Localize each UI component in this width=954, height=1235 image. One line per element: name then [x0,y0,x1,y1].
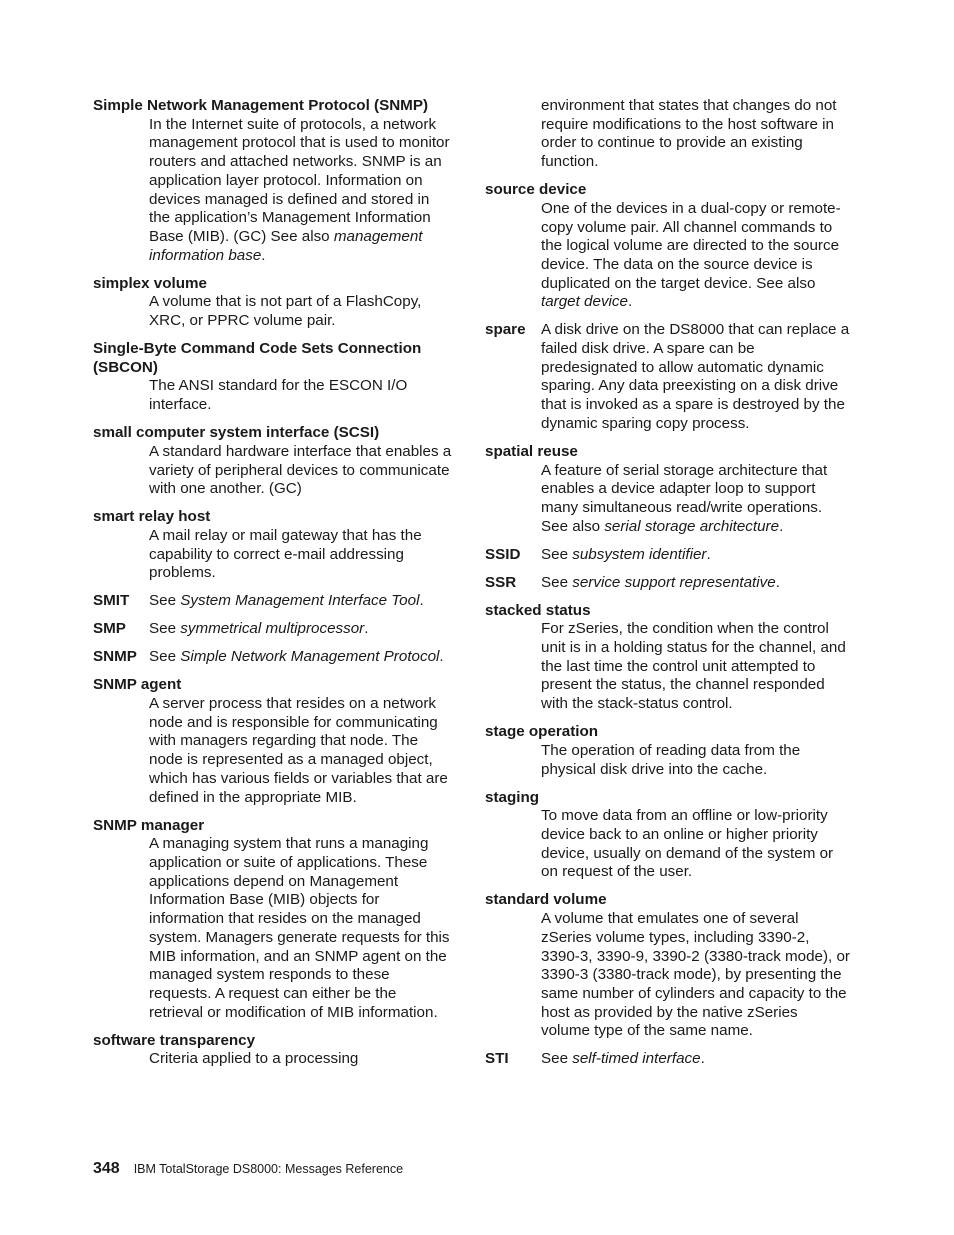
definition: One of the devices in a dual-copy or remote-copy volume pair. All channel commands to the logical volume are directed to the source device. The data on the source device is duplicated on the target device. See also target device. [541,199,841,311]
definition: Criteria applied to a processing [149,1050,359,1068]
definition: See symmetrical multiprocessor. [149,620,369,638]
term: SNMP [93,648,137,666]
cross-reference: target device [541,293,628,311]
definition: A mail relay or mail gateway that has the capability to correct e-mail addressing problems. [149,526,422,582]
glossary-entry-ssr [485,574,850,593]
term: Simple Network Management Protocol (SNMP) [93,97,429,114]
definition: In the Internet suite of protocols, a network management protocol that is used to monitor routers and attached networks. SNMP is an application layer protocol. Information on devices managed is defined and stored in the application’s Management Information Base (MIB). (GC) See also management information base. [149,115,450,264]
cross-reference: subsystem identifier [572,545,707,563]
definition: A volume that emulates one of several zSeries volume types, including 3390-2, 3390-3, 3390-9, 3390-2 (3380-track mode), or 3390-3 (3380-track mode), by presenting the same number of cylinders and capacity to the host as provided by the native zSeries volume type of the same name. [541,910,850,1040]
glossary-entry-simplex-volume [93,275,453,331]
definition: The operation of reading data from the physical disk drive into the cache. [541,741,801,778]
book-title: IBM TotalStorage DS8000: Messages Reference [133,1162,404,1176]
definition: See subsystem identifier. [541,545,711,563]
glossary-entry-snmp-agent [93,676,453,807]
definition: See Simple Network Management Protocol. [149,648,444,666]
term: SMIT [93,592,130,610]
cross-reference: self-timed interface [572,1050,701,1068]
glossary-entry-snmp [93,648,453,667]
term: standard volume [485,891,607,909]
definition: A server process that resides on a network node and is responsible for communicating with managers regarding that node. The node is represented as a managed object, which has various fields or variables that are defined in the appropriate MIB. [149,695,448,806]
term: SMP [93,620,126,638]
page-number: 348 [93,1160,120,1177]
glossary-entry-source-device [485,181,850,312]
term: SSR [485,573,517,591]
glossary-entry-spatial-reuse [485,443,850,537]
definition: For zSeries, the condition when the control unit is in a holding status for the channel, and the last time the control unit attempted to present the status, the channel responded with the stack-status control. [541,620,846,713]
definition: A volume that is not part of a FlashCopy, XRC, or PPRC volume pair. [149,293,422,330]
definition: To move data from an offline or low-priority device back to an online or higher priority device, usually on demand of the system or on request of the user. [541,807,834,881]
glossary-entry-sbcon [93,340,453,415]
cross-reference: Simple Network Management Protocol [180,648,440,666]
term: SNMP agent [93,676,182,694]
glossary-entry-smit [93,592,453,611]
glossary-entry-standard-volume [485,891,850,1041]
glossary-entry-stacked-status [485,602,850,714]
glossary-entry-scsi [93,424,453,499]
term: spatial reuse [485,442,578,460]
term: Single-Byte Command Code Sets Connection (SBCON) [93,340,422,376]
definition: A managing system that runs a managing application or suite of applications. These applications depend on Management Information Base (MIB) objects for information that resides on the managed system. Managers generate requests for this MIB information, and an SNMP agent on the managed system responds to these requests. A request can either be the retrieval or modification of MIB information. [149,835,450,1021]
term: staging [485,788,540,806]
term: small computer system interface (SCSI) [93,424,380,442]
term: SNMP manager [93,816,205,834]
term: software transparency [93,1031,256,1049]
term: simplex volume [93,274,207,292]
cross-reference: System Management Interface Tool [180,592,420,610]
glossary-entry-ssid [485,546,850,565]
glossary-entry-smp [93,620,453,639]
definition: A standard hardware interface that enables a variety of peripheral devices to communicate with one another. (GC) [149,442,452,498]
term: STI [485,1050,509,1068]
term: source device [485,181,587,199]
term: SSID [485,545,521,563]
glossary-entry-snmp-manager [93,817,453,1023]
left-column [93,97,453,1078]
definition: A feature of serial storage architecture that enables a device adapter loop to support many simultaneous read/write operations. See also serial storage architecture. [541,461,828,535]
term: stacked status [485,601,591,619]
cross-reference: management information base [149,227,423,264]
definition: See System Management Interface Tool. [149,592,424,610]
term: stage operation [485,723,599,741]
glossary-entry-smart-relay-host [93,508,453,583]
definition-continuation: environment that states that changes do not require modifications to the host software in order to continue to provide an existing function. [541,97,837,171]
definition: See service support representative. [541,573,780,591]
page-footer [93,1160,403,1178]
glossary-entry-snmp-full [93,97,453,265]
cross-reference: serial storage architecture [604,517,780,535]
glossary-entry-software-transparency [93,1032,453,1069]
term: spare [485,321,526,339]
right-column [485,97,850,1078]
definition: The ANSI standard for the ESCON I/O interface. [149,377,408,414]
cross-reference: symmetrical multiprocessor [180,620,365,638]
cross-reference: service support representative [572,573,776,591]
glossary-entry-sti [485,1050,850,1069]
glossary-entry-staging [485,789,850,883]
glossary-entry-stage-operation [485,723,850,779]
glossary-entry-spare [485,321,850,433]
definition: See self-timed interface. [541,1050,705,1068]
definition: A disk drive on the DS8000 that can replace a failed disk drive. A spare can be predesignated to allow automatic dynamic sparing. Any data preexisting on a disk drive that is invoked as a spare is destroyed by the dynamic sparing copy process. [541,321,850,432]
term: smart relay host [93,508,211,526]
